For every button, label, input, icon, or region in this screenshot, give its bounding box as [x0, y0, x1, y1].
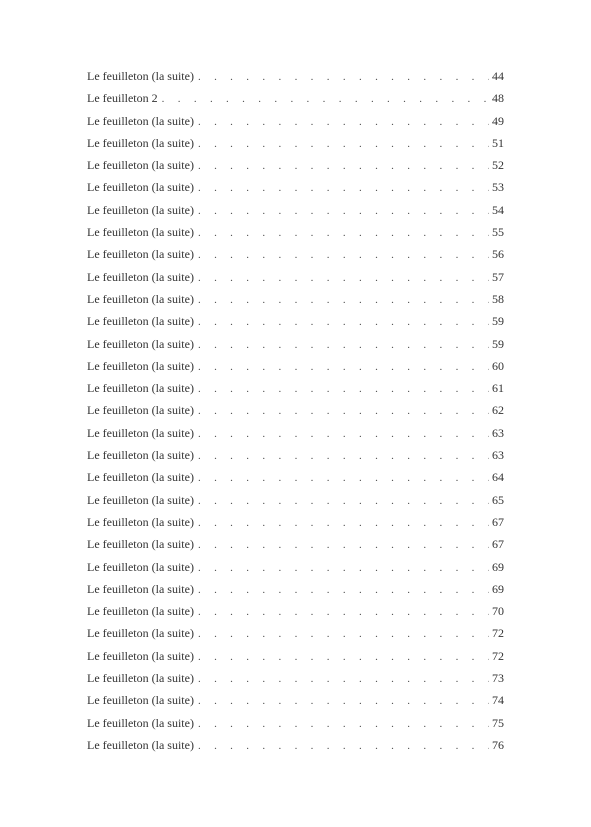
toc-entry[interactable]	[87, 604, 504, 626]
toc-entry[interactable]	[87, 537, 504, 559]
toc-entry-page-number: 53	[492, 180, 504, 195]
toc-entry-page-number: 60	[492, 358, 504, 373]
dot-leader	[198, 606, 489, 618]
toc-entry-page-number: 67	[492, 537, 504, 552]
dot-leader	[198, 160, 489, 172]
toc-entry-page-number: 75	[492, 715, 504, 730]
toc-entry-page-number: 63	[492, 425, 504, 440]
toc-entry-title: Le feuilleton (la suite)	[87, 425, 194, 440]
dot-leader	[198, 71, 489, 83]
dot-leader	[198, 472, 489, 484]
toc-entry-page-number: 67	[492, 514, 504, 529]
toc-entry-title: Le feuilleton (la suite)	[87, 470, 194, 485]
dot-leader	[198, 539, 489, 551]
dot-leader	[162, 93, 489, 105]
toc-entry[interactable]	[87, 515, 504, 537]
toc-entry-title: Le feuilleton (la suite)	[87, 158, 194, 173]
toc-entry-page-number: 59	[492, 336, 504, 351]
toc-entry-page-number: 59	[492, 314, 504, 329]
toc-entry[interactable]	[87, 314, 504, 336]
toc-entry-title: Le feuilleton (la suite)	[87, 514, 194, 529]
table-of-contents	[87, 69, 504, 760]
dot-leader	[198, 450, 489, 462]
toc-entry[interactable]	[87, 203, 504, 225]
toc-entry-title: Le feuilleton (la suite)	[87, 202, 194, 217]
toc-entry[interactable]	[87, 180, 504, 202]
dot-leader	[198, 695, 489, 707]
dot-leader	[198, 628, 489, 640]
toc-entry-title: Le feuilleton (la suite)	[87, 626, 194, 641]
toc-entry-page-number: 56	[492, 247, 504, 262]
toc-entry-page-number: 76	[492, 737, 504, 752]
toc-entry-page-number: 44	[492, 69, 504, 83]
toc-entry[interactable]	[87, 381, 504, 403]
toc-entry-page-number: 64	[492, 470, 504, 485]
toc-entry[interactable]	[87, 693, 504, 715]
toc-entry[interactable]	[87, 426, 504, 448]
dot-leader	[198, 249, 489, 261]
toc-entry[interactable]	[87, 649, 504, 671]
toc-entry-page-number: 63	[492, 448, 504, 463]
dot-leader	[198, 495, 489, 507]
dot-leader	[198, 562, 489, 574]
dot-leader	[198, 673, 489, 685]
toc-entry[interactable]	[87, 91, 504, 113]
toc-entry[interactable]	[87, 716, 504, 738]
toc-entry-title: Le feuilleton (la suite)	[87, 448, 194, 463]
dot-leader	[198, 205, 489, 217]
dot-leader	[198, 294, 489, 306]
dot-leader	[198, 339, 489, 351]
toc-entry[interactable]	[87, 403, 504, 425]
toc-entry[interactable]	[87, 337, 504, 359]
toc-entry-page-number: 52	[492, 158, 504, 173]
toc-entry[interactable]	[87, 582, 504, 604]
toc-entry-title: Le feuilleton 2	[87, 91, 158, 106]
toc-entry[interactable]	[87, 114, 504, 136]
dot-leader	[198, 227, 489, 239]
dot-leader	[198, 651, 489, 663]
toc-entry-title: Le feuilleton (la suite)	[87, 737, 194, 752]
toc-entry-page-number: 55	[492, 225, 504, 240]
toc-entry-title: Le feuilleton (la suite)	[87, 291, 194, 306]
dot-leader	[198, 584, 489, 596]
toc-entry-page-number: 54	[492, 202, 504, 217]
toc-entry[interactable]	[87, 626, 504, 648]
toc-entry-page-number: 72	[492, 648, 504, 663]
dot-leader	[198, 718, 489, 730]
toc-entry[interactable]	[87, 136, 504, 158]
toc-entry-title: Le feuilleton (la suite)	[87, 559, 194, 574]
dot-leader	[198, 182, 489, 194]
toc-entry[interactable]	[87, 738, 504, 760]
toc-entry-page-number: 49	[492, 113, 504, 128]
toc-entry-title: Le feuilleton (la suite)	[87, 537, 194, 552]
toc-entry-page-number: 48	[492, 91, 504, 106]
toc-entry[interactable]	[87, 225, 504, 247]
toc-entry-title: Le feuilleton (la suite)	[87, 336, 194, 351]
toc-entry[interactable]	[87, 292, 504, 314]
toc-entry[interactable]	[87, 493, 504, 515]
dot-leader	[198, 405, 489, 417]
dot-leader	[198, 740, 489, 752]
toc-entry-page-number: 74	[492, 693, 504, 708]
toc-entry-title: Le feuilleton (la suite)	[87, 492, 194, 507]
toc-entry[interactable]	[87, 470, 504, 492]
toc-entry-title: Le feuilleton (la suite)	[87, 225, 194, 240]
toc-entry-title: Le feuilleton (la suite)	[87, 715, 194, 730]
toc-entry-page-number: 57	[492, 269, 504, 284]
dot-leader	[198, 361, 489, 373]
toc-entry[interactable]	[87, 69, 504, 91]
toc-entry[interactable]	[87, 270, 504, 292]
toc-entry-title: Le feuilleton (la suite)	[87, 648, 194, 663]
dot-leader	[198, 428, 489, 440]
toc-entry-title: Le feuilleton (la suite)	[87, 314, 194, 329]
toc-entry-title: Le feuilleton (la suite)	[87, 135, 194, 150]
dot-leader	[198, 272, 489, 284]
toc-entry[interactable]	[87, 671, 504, 693]
toc-entry-title: Le feuilleton (la suite)	[87, 403, 194, 418]
toc-entry-page-number: 69	[492, 581, 504, 596]
dot-leader	[198, 383, 489, 395]
toc-entry-page-number: 70	[492, 604, 504, 619]
toc-entry-title: Le feuilleton (la suite)	[87, 581, 194, 596]
toc-entry-title: Le feuilleton (la suite)	[87, 604, 194, 619]
toc-entry-title: Le feuilleton (la suite)	[87, 358, 194, 373]
toc-entry-title: Le feuilleton (la suite)	[87, 381, 194, 396]
dot-leader	[198, 116, 489, 128]
toc-entry[interactable]	[87, 158, 504, 180]
toc-entry[interactable]	[87, 448, 504, 470]
toc-entry-title: Le feuilleton (la suite)	[87, 69, 194, 83]
toc-entry-page-number: 73	[492, 671, 504, 686]
toc-entry-title: Le feuilleton (la suite)	[87, 113, 194, 128]
toc-entry-page-number: 61	[492, 381, 504, 396]
toc-entry-page-number: 72	[492, 626, 504, 641]
toc-entry-title: Le feuilleton (la suite)	[87, 693, 194, 708]
toc-entry-title: Le feuilleton (la suite)	[87, 269, 194, 284]
dot-leader	[198, 316, 489, 328]
toc-entry-page-number: 51	[492, 135, 504, 150]
toc-entry-title: Le feuilleton (la suite)	[87, 247, 194, 262]
toc-entry-title: Le feuilleton (la suite)	[87, 671, 194, 686]
toc-entry-page-number: 65	[492, 492, 504, 507]
toc-entry[interactable]	[87, 560, 504, 582]
toc-entry[interactable]	[87, 359, 504, 381]
toc-entry-page-number: 62	[492, 403, 504, 418]
toc-entry-page-number: 69	[492, 559, 504, 574]
dot-leader	[198, 138, 489, 150]
toc-entry-title: Le feuilleton (la suite)	[87, 180, 194, 195]
toc-entry[interactable]	[87, 247, 504, 269]
dot-leader	[198, 517, 489, 529]
toc-entry-page-number: 58	[492, 291, 504, 306]
